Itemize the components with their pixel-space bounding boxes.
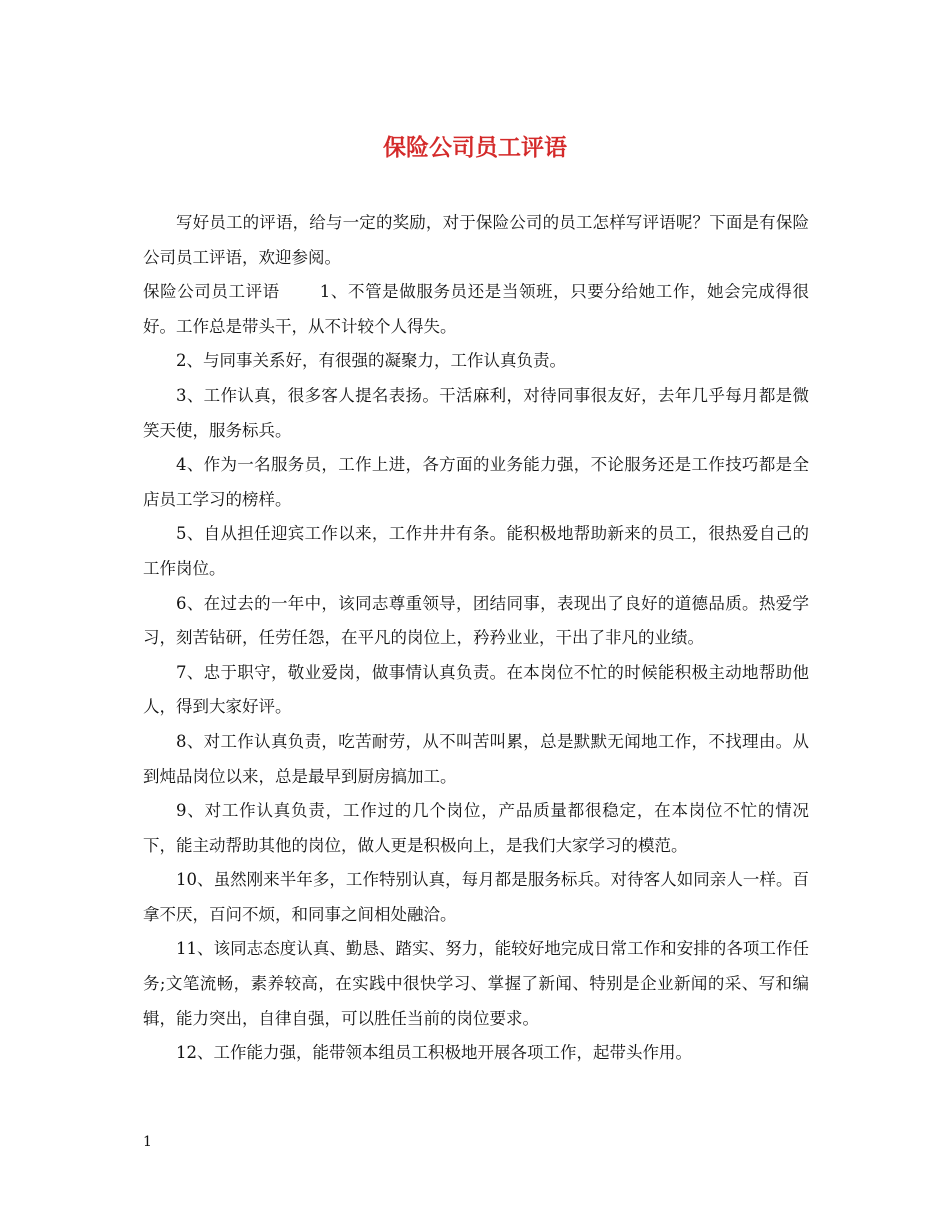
list-item: 6、在过去的一年中，该同志尊重领导，团结同事，表现出了良好的道德品质。热爱学习，刻苦钻研，任劳任怨，在平凡的岗位上，矜矜业业，干出了非凡的业绩。: [143, 593, 809, 648]
list-item: 10、虽然刚来半年多，工作特别认真，每月都是服务标兵。对待客人如同亲人一样。百拿不厌，百问不烦，和同事之间相处融洽。: [143, 870, 809, 924]
intro-paragraph: 写好员工的评语，给与一定的奖励，对于保险公司的员工怎样写评语呢？下面是有保险公司员工评语，欢迎参阅。: [143, 213, 809, 267]
page-number: 1: [143, 1134, 152, 1150]
document-body: [143, 206, 809, 1071]
list-item: 3、工作认真，很多客人提名表扬。干活麻利，对待同事很友好，去年几乎每月都是微笑天使，服务标兵。: [143, 385, 809, 440]
list-item: 2、与同事关系好，有很强的凝聚力，工作认真负责。: [176, 351, 566, 371]
document-title: 保险公司员工评语: [383, 134, 567, 161]
list-item: 1、不管是做服务员还是当领班，只要分给她工作，她会完成得很好。工作总是带头干，从不计较个人得失。: [143, 282, 810, 336]
list-item: 11、该同志态度认真、勤恳、踏实、努力，能较好地完成日常工作和安排的各项工作任务;文笔流畅，素养较高，在实践中很快学习、掌握了新闻、特别是企业新闻的采、写和编辑，能力突出，自律自强，可以胜任当前的岗位要求。: [143, 939, 809, 1028]
list-item: 9、对工作认真负责，工作过的几个岗位，产品质量都很稳定，在本岗位不忙的情况下，能主动帮助其他的岗位，做人更是积极向上，是我们大家学习的模范。: [143, 801, 809, 855]
list-item: 12、工作能力强，能带领本组员工积极地开展各项工作，起带头作用。: [176, 1043, 692, 1063]
list-item: 7、忠于职守，敬业爱岗，做事情认真负责。在本岗位不忙的时候能积极主动地帮助他人，得到大家好评。: [143, 662, 809, 717]
first-item-paragraph: [143, 275, 809, 344]
list-item: 4、作为一名服务员，工作上进，各方面的业务能力强，不论服务还是工作技巧都是全店员工学习的榜样。: [143, 455, 809, 509]
list-item: 5、自从担任迎宾工作以来，工作井井有条。能积极地帮助新来的员工，很热爱自己的工作岗位。: [143, 524, 809, 578]
section-heading: 保险公司员工评语: [143, 282, 280, 302]
list-item: 8、对工作认真负责，吃苦耐劳，从不叫苦叫累，总是默默无闻地工作，不找理由。从到炖品岗位以来，总是最早到厨房搞加工。: [143, 731, 809, 786]
